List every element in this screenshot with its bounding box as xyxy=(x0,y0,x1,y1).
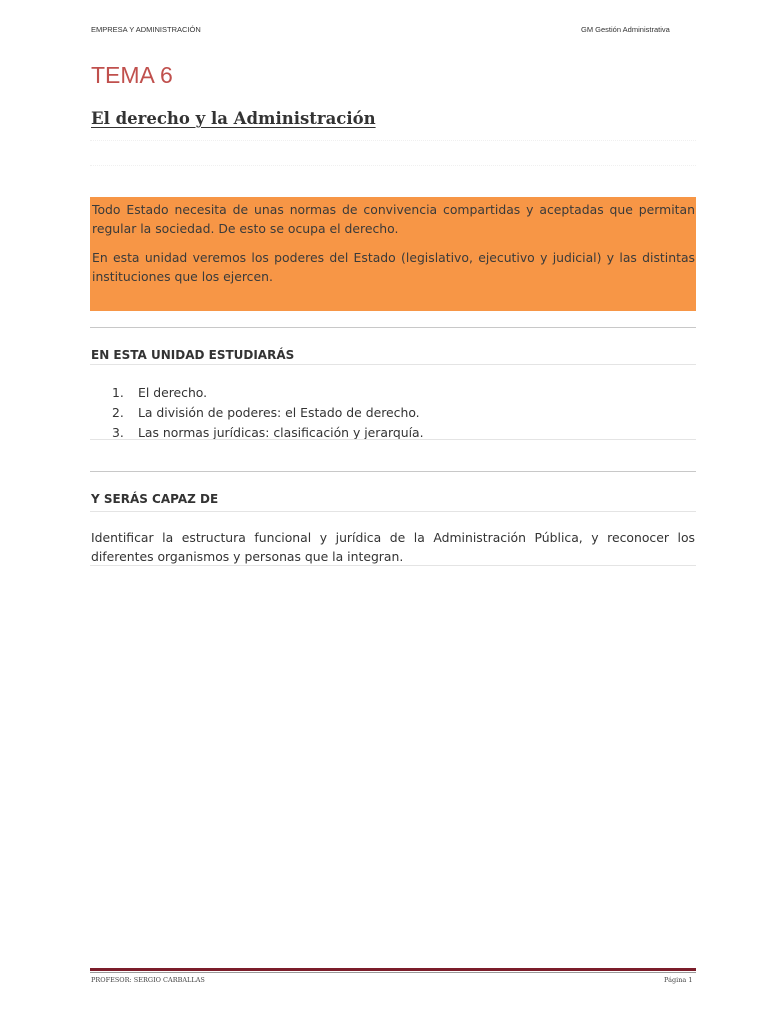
divider xyxy=(90,140,696,141)
footer-line xyxy=(90,972,696,973)
section-divider xyxy=(90,471,696,472)
list-item-text: La división de poderes: el Estado de derecho. xyxy=(138,405,420,420)
header-left: EMPRESA Y ADMINISTRACIÓN xyxy=(91,25,201,34)
list-item xyxy=(112,423,672,443)
page-subtitle: El derecho y la Administración xyxy=(91,109,376,128)
page-title: TEMA 6 xyxy=(91,62,173,88)
list-item xyxy=(112,383,672,403)
list-item-number: 2. xyxy=(112,405,124,420)
divider xyxy=(90,364,696,365)
divider xyxy=(90,439,696,440)
intro-box xyxy=(90,197,696,311)
page-number: Página 1 xyxy=(664,976,693,984)
header-right: GM Gestión Administrativa xyxy=(581,25,670,34)
objective-text: Identificar la estructura funcional y jurídica de la Administración Pública, y reconocer los diferentes organismos y personas que la integran. xyxy=(91,530,695,564)
intro-paragraph-1: Todo Estado necesita de unas normas de convivencia compartidas y aceptadas que permitan regular la sociedad. De esto se ocupa el derecho. xyxy=(92,202,695,236)
list-item xyxy=(112,403,672,423)
intro-paragraph-2: En esta unidad veremos los poderes del Estado (legislativo, ejecutivo y judicial) y las distintas instituciones que los ejercen. xyxy=(92,250,695,284)
divider xyxy=(90,565,696,566)
section-divider xyxy=(90,327,696,328)
list-item-number: 1. xyxy=(112,385,124,400)
section-heading-capaz: Y SERÁS CAPAZ DE xyxy=(91,492,219,506)
list-item-number: 3. xyxy=(112,425,124,440)
divider xyxy=(90,511,696,512)
divider xyxy=(90,165,696,166)
topics-list xyxy=(112,383,672,443)
section-heading-estudiaras: EN ESTA UNIDAD ESTUDIARÁS xyxy=(91,348,295,362)
footer-bar xyxy=(90,968,696,971)
list-item-text: Las normas jurídicas: clasificación y jerarquía. xyxy=(138,425,424,440)
list-item-text: El derecho. xyxy=(138,385,208,400)
footer-left: PROFESOR: SERGIO CARBALLAS xyxy=(91,976,205,984)
